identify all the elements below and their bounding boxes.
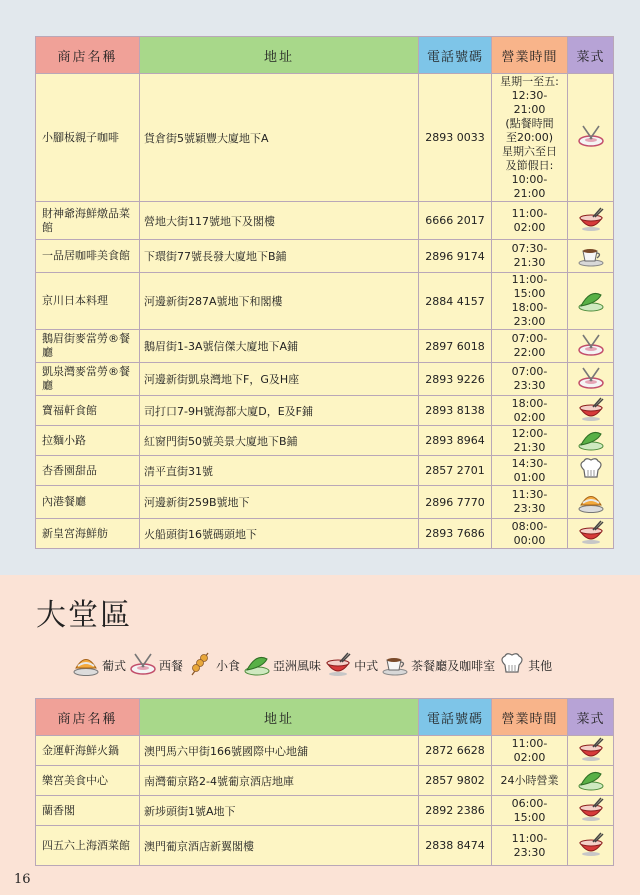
table-row [36,273,614,330]
legend-item [324,651,378,680]
header-tel: 電話號碼 [419,37,492,74]
restaurant-tel: 2893 8138 [419,396,492,426]
restaurant-name: 鵝眉街麥當勞®餐廳 [36,330,140,363]
restaurant-address: 火船頭街16號碼頭地下 [140,519,419,549]
table-row [36,202,614,240]
table-row [36,456,614,486]
restaurant-hours: 14:30-01:00 [492,456,568,486]
restaurant-name: 四五六上海酒菜館 [36,826,140,866]
western-legend-icon [129,651,159,680]
asian-cuisine-icon [568,273,614,330]
restaurant-name: 內港餐廳 [36,486,140,519]
western-cuisine-icon [568,330,614,363]
snack-legend-icon [186,651,216,680]
table-header-row [36,699,614,736]
restaurant-tel: 2872 6628 [419,736,492,766]
table-row [36,796,614,826]
restaurant-hours: 12:00-21:30 [492,426,568,456]
chinese-cuisine-icon [568,396,614,426]
restaurant-name: 蘭香閣 [36,796,140,826]
restaurant-hours: 11:30-23:30 [492,486,568,519]
chinese-cuisine-icon [568,519,614,549]
table-header-row [36,37,614,74]
restaurant-tel: 2893 7686 [419,519,492,549]
restaurant-name: 新皇宮海鮮舫 [36,519,140,549]
table-row [36,396,614,426]
restaurant-name: 拉麵小路 [36,426,140,456]
restaurant-name: 樂宮美食中心 [36,766,140,796]
table-row [36,426,614,456]
chinese-legend-icon [324,651,354,680]
restaurant-tel: 2857 2701 [419,456,492,486]
legend-item [186,651,240,680]
restaurant-tel: 2892 2386 [419,796,492,826]
legend-item [72,651,126,680]
other-cuisine-icon [568,456,614,486]
header-hours: 營業時間 [492,37,568,74]
legend-item [129,651,183,680]
restaurant-tel: 2893 9226 [419,363,492,396]
restaurant-tel: 2893 0033 [419,74,492,202]
legend-label: 茶餐廳及咖啡室 [411,659,496,673]
asian-legend-icon [243,651,273,680]
chinese-cuisine-icon [568,736,614,766]
restaurant-tel: 6666 2017 [419,202,492,240]
chinese-cuisine-icon [568,796,614,826]
table-row [36,363,614,396]
restaurant-name: 京川日本料理 [36,273,140,330]
page-number: 16 [14,872,31,887]
legend-label: 亞洲風味 [273,659,322,673]
header-cuisine: 菜式 [568,37,614,74]
table-row [36,826,614,866]
restaurant-address: 紅窗門街50號美景大廈地下B鋪 [140,426,419,456]
legend-label: 其他 [528,659,553,673]
restaurant-tel: 2896 9174 [419,240,492,273]
table-row [36,74,614,202]
restaurant-hours: 06:00-15:00 [492,796,568,826]
restaurant-hours: 07:30-21:30 [492,240,568,273]
restaurant-address: 河邊新街凱泉灣地下F，G及H座 [140,363,419,396]
restaurant-hours: 星期一至五: 12:30-21:00 (點餐時間 至20:00) 星期六至日 及節假日: 10:00-21:00 [492,74,568,202]
chinese-cuisine-icon [568,826,614,866]
restaurant-address: 澳門葡京酒店新翼閣樓 [140,826,419,866]
restaurant-name: 金運軒海鮮火鍋 [36,736,140,766]
portuguese-cuisine-icon [568,486,614,519]
restaurant-address: 清平直街31號 [140,456,419,486]
legend-label: 中式 [354,659,379,673]
restaurant-hours: 18:00-02:00 [492,396,568,426]
header-tel: 電話號碼 [419,699,492,736]
other-legend-icon [498,651,528,680]
restaurant-address: 新埗頭街1號A地下 [140,796,419,826]
restaurant-name: 小腳板親子咖啡 [36,74,140,202]
table-row [36,240,614,273]
portuguese-legend-icon [72,651,102,680]
restaurant-table-2 [35,698,614,866]
legend-label: 葡式 [102,659,127,673]
restaurant-address: 營地大街117號地下及閣樓 [140,202,419,240]
restaurant-hours: 24小時營業 [492,766,568,796]
header-address: 地址 [140,699,419,736]
restaurant-hours: 11:00-02:00 [492,736,568,766]
restaurant-hours: 07:00-23:30 [492,363,568,396]
header-name: 商店名稱 [36,37,140,74]
restaurant-address: 河邊新街287A號地下和閣樓 [140,273,419,330]
table-row [36,486,614,519]
header-cuisine: 菜式 [568,699,614,736]
restaurant-tel: 2897 6018 [419,330,492,363]
header-address: 地址 [140,37,419,74]
western-cuisine-icon [568,363,614,396]
restaurant-address: 貨倉街5號穎豐大廈地下A [140,74,419,202]
restaurant-hours: 11:00-02:00 [492,202,568,240]
header-name: 商店名稱 [36,699,140,736]
restaurant-name: 杏香園甜品 [36,456,140,486]
table-row [36,519,614,549]
restaurant-tel: 2838 8474 [419,826,492,866]
restaurant-name: 寶福軒食館 [36,396,140,426]
restaurant-hours: 07:00-22:00 [492,330,568,363]
restaurant-name: 財神爺海鮮燉品菜館 [36,202,140,240]
restaurant-address: 河邊新街259B號地下 [140,486,419,519]
restaurant-hours: 11:00-23:30 [492,826,568,866]
restaurant-tel: 2884 4157 [419,273,492,330]
restaurant-address: 澳門馬六甲街166號國際中心地舖 [140,736,419,766]
legend-item [243,651,321,680]
restaurant-hours: 08:00-00:00 [492,519,568,549]
restaurant-tel: 2893 8964 [419,426,492,456]
restaurant-tel: 2896 7770 [419,486,492,519]
restaurant-name: 一品居咖啡美食館 [36,240,140,273]
table-row [36,736,614,766]
restaurant-name: 凱泉灣麥當勞®餐廳 [36,363,140,396]
legend-label: 西餐 [159,659,184,673]
header-hours: 營業時間 [492,699,568,736]
restaurant-address: 鵝眉街1-3A號信傑大廈地下A鋪 [140,330,419,363]
asian-cuisine-icon [568,426,614,456]
table-row [36,330,614,363]
cuisine-legend [72,651,632,680]
district-title: 大堂區 [36,598,132,633]
restaurant-address: 南灣葡京路2-4號葡京酒店地庫 [140,766,419,796]
restaurant-hours: 11:00-15:00 18:00-23:00 [492,273,568,330]
chinese-cuisine-icon [568,202,614,240]
tea-legend-icon [381,651,411,680]
western-cuisine-icon [568,74,614,202]
legend-item [381,651,495,680]
restaurant-table-1 [35,36,614,549]
asian-cuisine-icon [568,766,614,796]
restaurant-tel: 2857 9802 [419,766,492,796]
legend-item [498,651,552,680]
tea-cuisine-icon [568,240,614,273]
restaurant-address: 司打口7-9H號海都大廈D，E及F鋪 [140,396,419,426]
legend-label: 小食 [216,659,241,673]
restaurant-address: 下環街77號長發大廈地下B鋪 [140,240,419,273]
table-row [36,766,614,796]
